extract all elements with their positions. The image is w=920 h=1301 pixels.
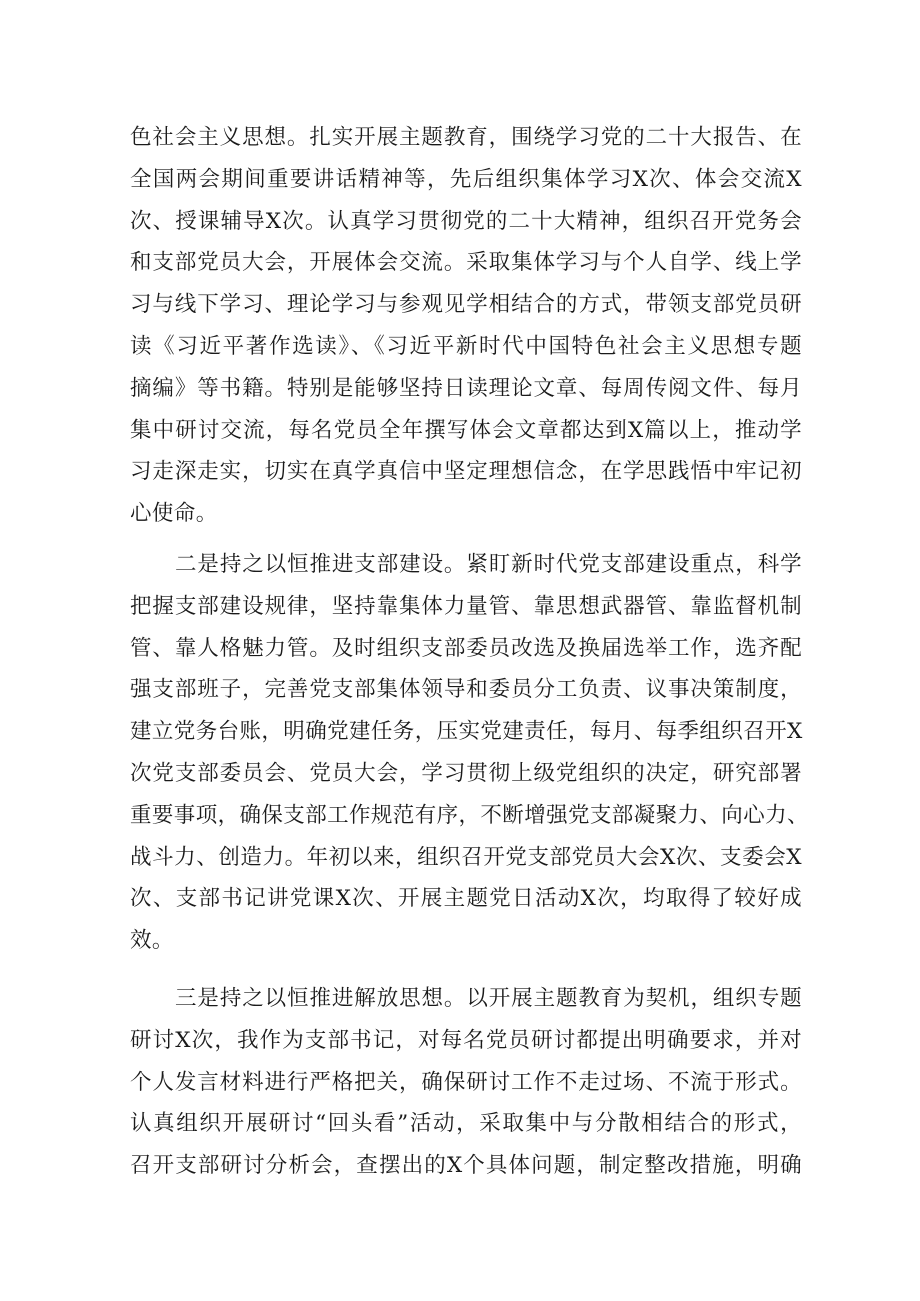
text-line: 摘编》等书籍。特别是能够坚持日读理论文章、每周传阅文件、每月 bbox=[130, 375, 802, 401]
paragraph-theory-study bbox=[130, 117, 802, 535]
text-line: 效。 bbox=[130, 928, 174, 954]
text-line: 集中研讨交流，每名党员全年撰写体会文章都达到X篇以上，推动学 bbox=[130, 417, 802, 443]
paragraph-emancipate-thinking bbox=[130, 978, 802, 1187]
text-line: 把握支部建设规律，坚持靠集体力量管、靠思想武器管、靠监督机制 bbox=[130, 593, 802, 619]
text-line: 三是持之以恒推进解放思想。以开展主题教育为契机，组织专题 bbox=[175, 986, 802, 1011]
text-line: 次、支部书记讲党课X次、开展主题党日活动X次，均取得了较好成 bbox=[130, 886, 802, 912]
text-line: 次、授课辅导X次。认真学习贯彻党的二十大精神，组织召开党务会 bbox=[130, 208, 802, 234]
text-line: 色社会主义思想。扎实开展主题教育，围绕学习党的二十大报告、在 bbox=[130, 125, 802, 150]
text-line: 读《习近平著作选读》、《习近平新时代中国特色社会主义思想专题 bbox=[130, 333, 802, 359]
text-line: 研讨X次，我作为支部书记，对每名党员研讨都提出明确要求，并对 bbox=[130, 1027, 802, 1053]
text-line: 全国两会期间重要讲话精神等，先后组织集体学习X次、体会交流X bbox=[130, 166, 802, 192]
text-line: 强支部班子，完善党支部集体领导和委员分工负责、议事决策制度， bbox=[130, 677, 802, 703]
text-line: 习走深走实，切实在真学真信中坚定理想信念，在学思践悟中牢记初 bbox=[130, 459, 802, 485]
text-line: 认真组织开展研讨“回头看”活动，采取集中与分散相结合的形式， bbox=[130, 1111, 802, 1137]
text-line: 心使命。 bbox=[130, 501, 218, 527]
text-line: 召开支部研讨分析会，查摆出的X个具体问题，制定整改措施，明确 bbox=[130, 1153, 802, 1179]
text-line: 二是持之以恒推进支部建设。紧盯新时代党支部建设重点，科学 bbox=[175, 552, 802, 577]
text-line: 战斗力、创造力。年初以来，组织召开党支部党员大会X次、支委会X bbox=[130, 844, 802, 870]
text-line: 次党支部委员会、党员大会，学习贯彻上级党组织的决定，研究部署 bbox=[130, 760, 802, 786]
text-line: 个人发言材料进行严格把关，确保研讨工作不走过场、不流于形式。 bbox=[130, 1069, 802, 1095]
paragraph-branch-building bbox=[130, 544, 809, 962]
text-line: 建立党务台账，明确党建任务，压实党建责任，每月、每季组织召开X bbox=[130, 719, 803, 745]
text-line: 重要事项，确保支部工作规范有序，不断增强党支部凝聚力、向心力、 bbox=[130, 802, 809, 828]
text-line: 和支部党员大会，开展体会交流。采取集体学习与个人自学、线上学 bbox=[130, 250, 802, 276]
text-line: 管、靠人格魅力管。及时组织支部委员改选及换届选举工作，选齐配 bbox=[130, 635, 802, 661]
text-line: 习与线下学习、理论学习与参观见学相结合的方式，带领支部党员研 bbox=[130, 292, 802, 318]
